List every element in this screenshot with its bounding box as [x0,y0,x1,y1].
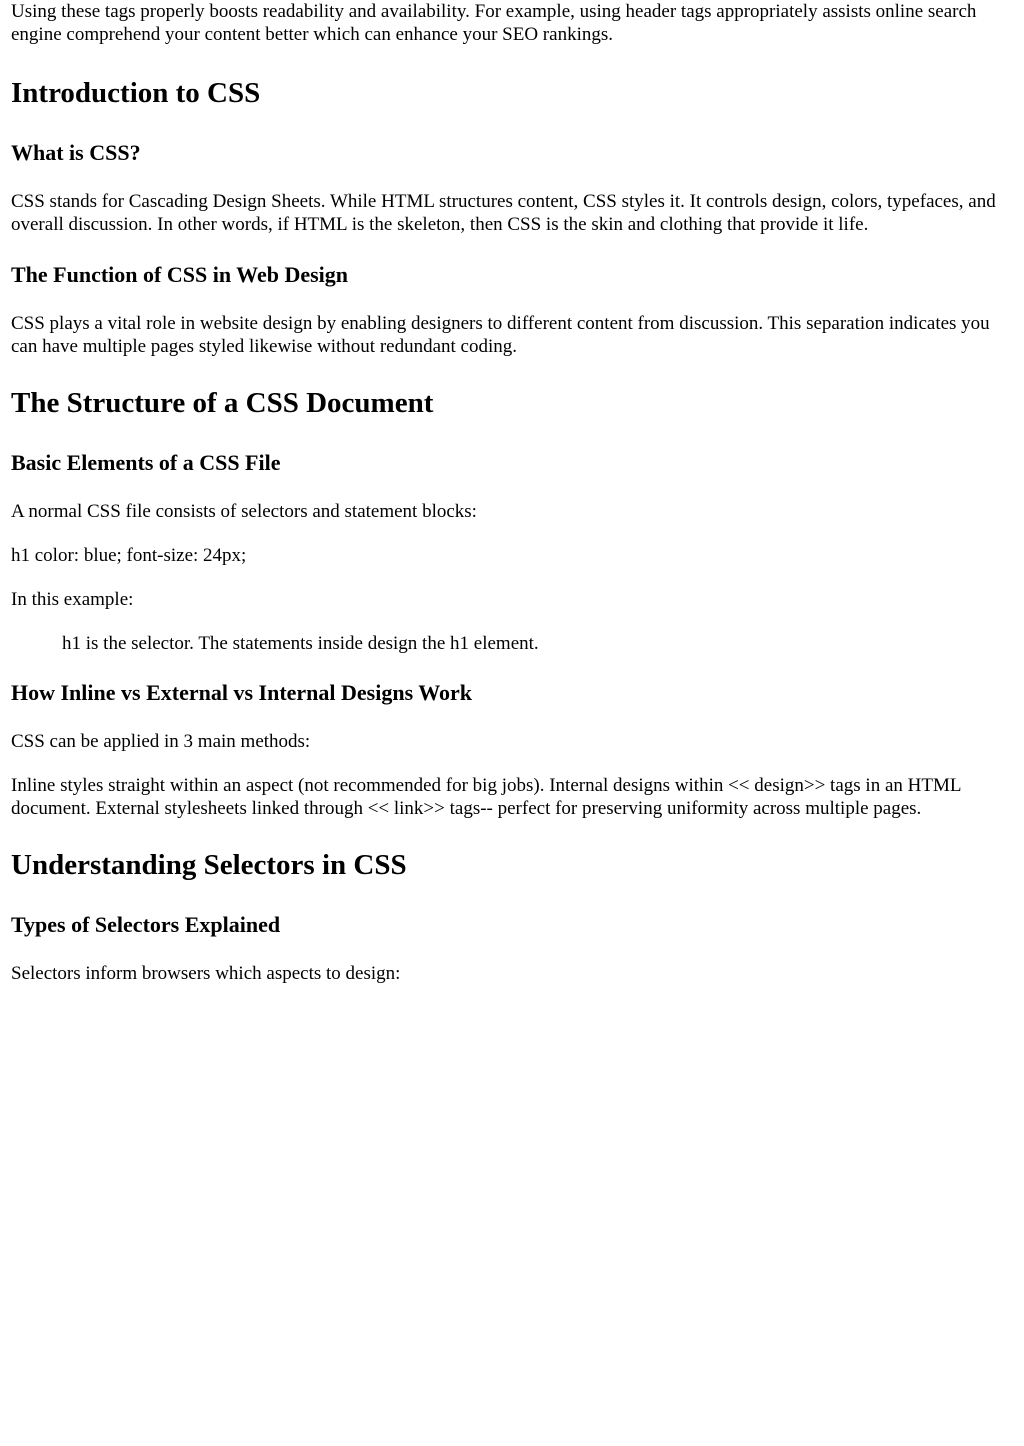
heading-introduction-to-css: Introduction to CSS [11,77,261,109]
heading-what-is-css: What is CSS? [11,140,141,165]
heading-basic-elements: Basic Elements of a CSS File [11,450,281,475]
intro-paragraph: Using these tags properly boosts readability and availability. For example, using header tags appropriately assists online search engine comprehend your content better which can enhance your SEO rankings. [11,1,977,45]
paragraph-function-of-css: CSS plays a vital role in website design by enabling designers to different content from discussion. This separation indicates you can have multiple pages styled likewise without redundant coding. [11,313,990,357]
heading-structure-of-css-document: The Structure of a CSS Document [11,387,434,419]
paragraph-in-this-example: In this example: [11,589,134,610]
paragraph-types-of-selectors: Selectors inform browsers which aspects to design: [11,963,401,984]
code-example-line: h1 color: blue; font-size: 24px; [11,545,247,566]
paragraph-what-is-css: CSS stands for Cascading Design Sheets. While HTML structures content, CSS styles it. It controls design, colors, typefaces, and overall discussion. In other words, if HTML is the skeleton, then CSS is the skin and clothing that provide it life. [11,191,996,235]
paragraph-methods-detail: Inline styles straight within an aspect (not recommended for big jobs). Internal designs within << design>> tags in an HTML document. External stylesheets linked through << link>> tags-- perfect for preserving uniformity across multiple pages. [11,775,961,819]
paragraph-basic-elements: A normal CSS file consists of selectors and statement blocks: [11,501,477,522]
paragraph-selector-note: h1 is the selector. The statements inside design the h1 element. [62,633,539,654]
paragraph-three-methods: CSS can be applied in 3 main methods: [11,731,311,752]
heading-types-of-selectors: Types of Selectors Explained [11,912,281,937]
heading-inline-external-internal: How Inline vs External vs Internal Designs Work [11,680,473,705]
heading-function-of-css: The Function of CSS in Web Design [11,262,349,287]
heading-understanding-selectors: Understanding Selectors in CSS [11,849,407,881]
